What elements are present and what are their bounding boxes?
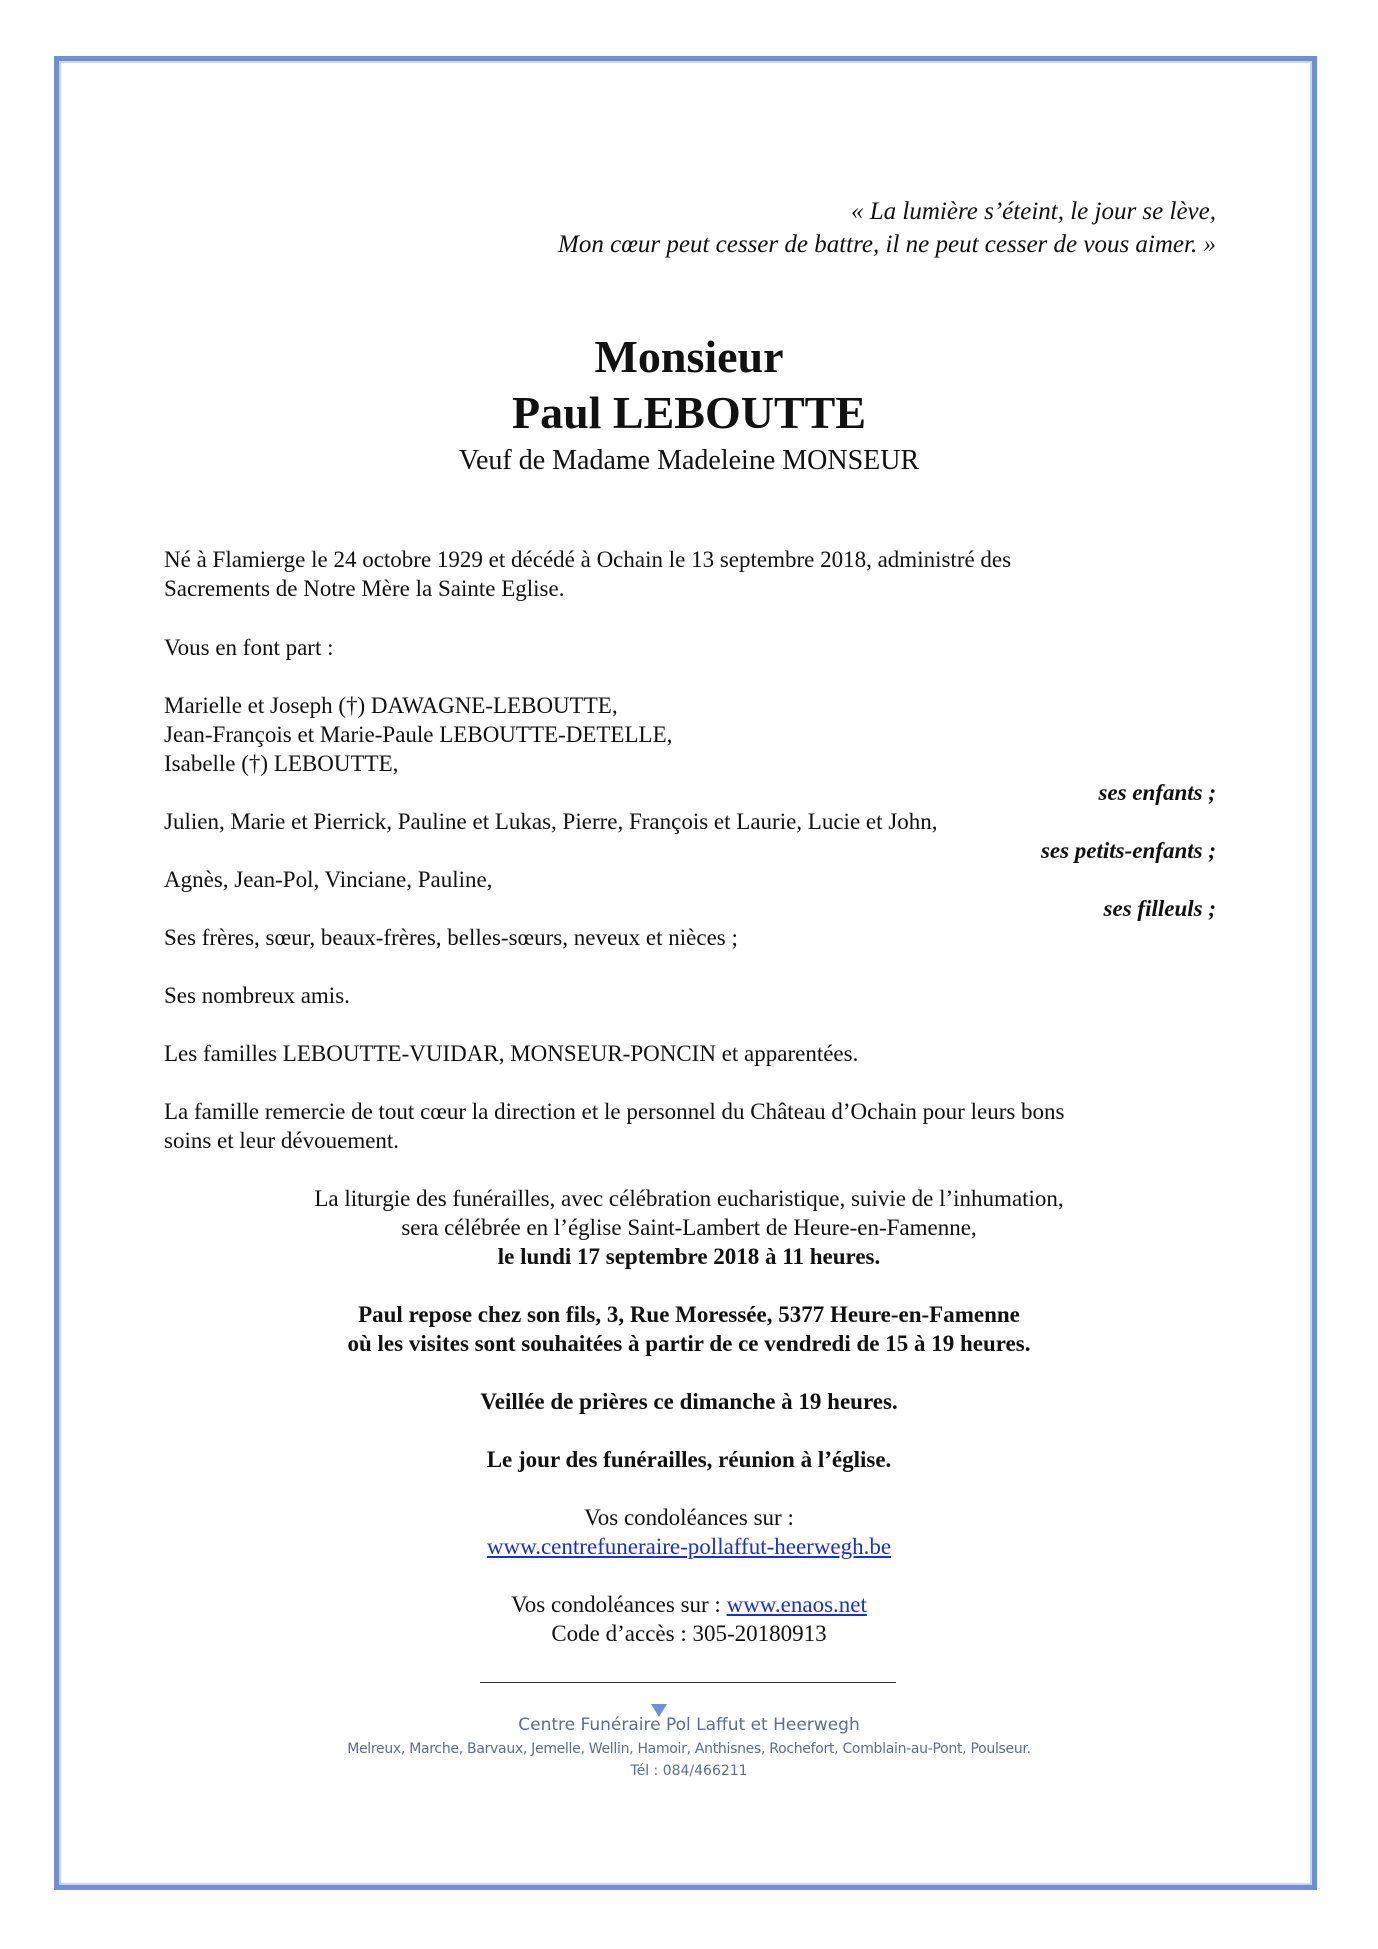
child-1: Marielle et Joseph (†) DAWAGNE-LEBOUTTE, [164, 693, 618, 718]
friends-line: Ses nombreux amis. [164, 983, 350, 1008]
condolences-line-2 [0, 1590, 1378, 1619]
footer-phone: Tél : 084/466211 [630, 1763, 748, 1779]
children-label: ses enfants ; [1098, 780, 1216, 805]
rest-line-2: où les visites sont souhaitées à partir de ce vendredi de 15 à 19 heures. [347, 1331, 1031, 1356]
footer-divider [480, 1682, 896, 1683]
footer-company: Centre Funéraire Pol Laffut et Heerwegh [518, 1715, 860, 1735]
birth-line-1: Né à Flamierge le 24 octobre 1929 et décédé à Ochain le 13 septembre 2018, administré des [164, 547, 1012, 572]
child-3: Isabelle (†) LEBOUTTE, [164, 751, 399, 776]
siblings-line: Ses frères, sœur, beaux-frères, belles-sœurs, neveux et nièces ; [164, 925, 738, 950]
grandchildren-names: Julien, Marie et Pierrick, Pauline et Lukas, Pierre, François et Laurie, Lucie et John, [164, 809, 938, 834]
quote-line-2: Mon cœur peut cesser de battre, il ne peut cesser de vous aimer. » [558, 231, 1216, 258]
vigil-line: Veillée de prières ce dimanche à 19 heures. [480, 1389, 898, 1414]
thanks-line-2: soins et leur dévouement. [164, 1128, 400, 1153]
godchildren-label: ses filleuls ; [1103, 896, 1216, 921]
deceased-name: Paul LEBOUTTE [511, 387, 867, 438]
rest-line-1: Paul repose chez son fils, 3, Rue Moressée, 5377 Heure-en-Famenne [358, 1302, 1020, 1327]
liturgy-line-2: sera célébrée en l’église Saint-Lambert de Heure-en-Famenne, [401, 1215, 977, 1240]
condolences-link-1[interactable]: www.centrefuneraire-pollaffut-heerwegh.be [486, 1534, 892, 1559]
condolences-label-2: Vos condoléances sur : [511, 1592, 727, 1617]
meeting-line: Le jour des funérailles, réunion à l’église. [486, 1447, 892, 1472]
liturgy-line-1: La liturgie des funérailles, avec célébration eucharistique, suivie de l’inhumation, [314, 1186, 1064, 1211]
child-2: Jean-François et Marie-Paule LEBOUTTE-DETELLE, [164, 722, 673, 747]
honorific-title: Monsieur [594, 331, 784, 382]
access-code: Code d’accès : 305-20180913 [551, 1621, 827, 1646]
widower-line: Veuf de Madame Madeleine MONSEUR [458, 445, 920, 476]
birth-line-2: Sacrements de Notre Mère la Sainte Eglise. [164, 576, 565, 601]
families-line: Les familles LEBOUTTE-VUIDAR, MONSEUR-PONCIN et apparentées. [164, 1041, 859, 1066]
godchildren-names: Agnès, Jean-Pol, Vinciane, Pauline, [164, 867, 493, 892]
liturgy-date: le lundi 17 septembre 2018 à 11 heures. [497, 1244, 881, 1269]
footer-locations: Melreux, Marche, Barvaux, Jemelle, Wellin, Hamoir, Anthisnes, Rochefort, Comblain-au-Pont, Poulseur. [347, 1741, 1031, 1757]
condolences-link-line-1 [0, 1532, 1378, 1561]
announce-line: Vous en font part : [164, 635, 334, 660]
condolences-link-2[interactable]: www.enaos.net [726, 1592, 867, 1617]
grandchildren-label: ses petits-enfants ; [1040, 838, 1216, 863]
thanks-line-1: La famille remercie de tout cœur la direction et le personnel du Château d’Ochain pour leurs bons [164, 1099, 1065, 1124]
condolences-label-1: Vos condoléances sur : [584, 1505, 794, 1530]
quote-line-1: « La lumière s’éteint, le jour se lève, [851, 198, 1216, 225]
